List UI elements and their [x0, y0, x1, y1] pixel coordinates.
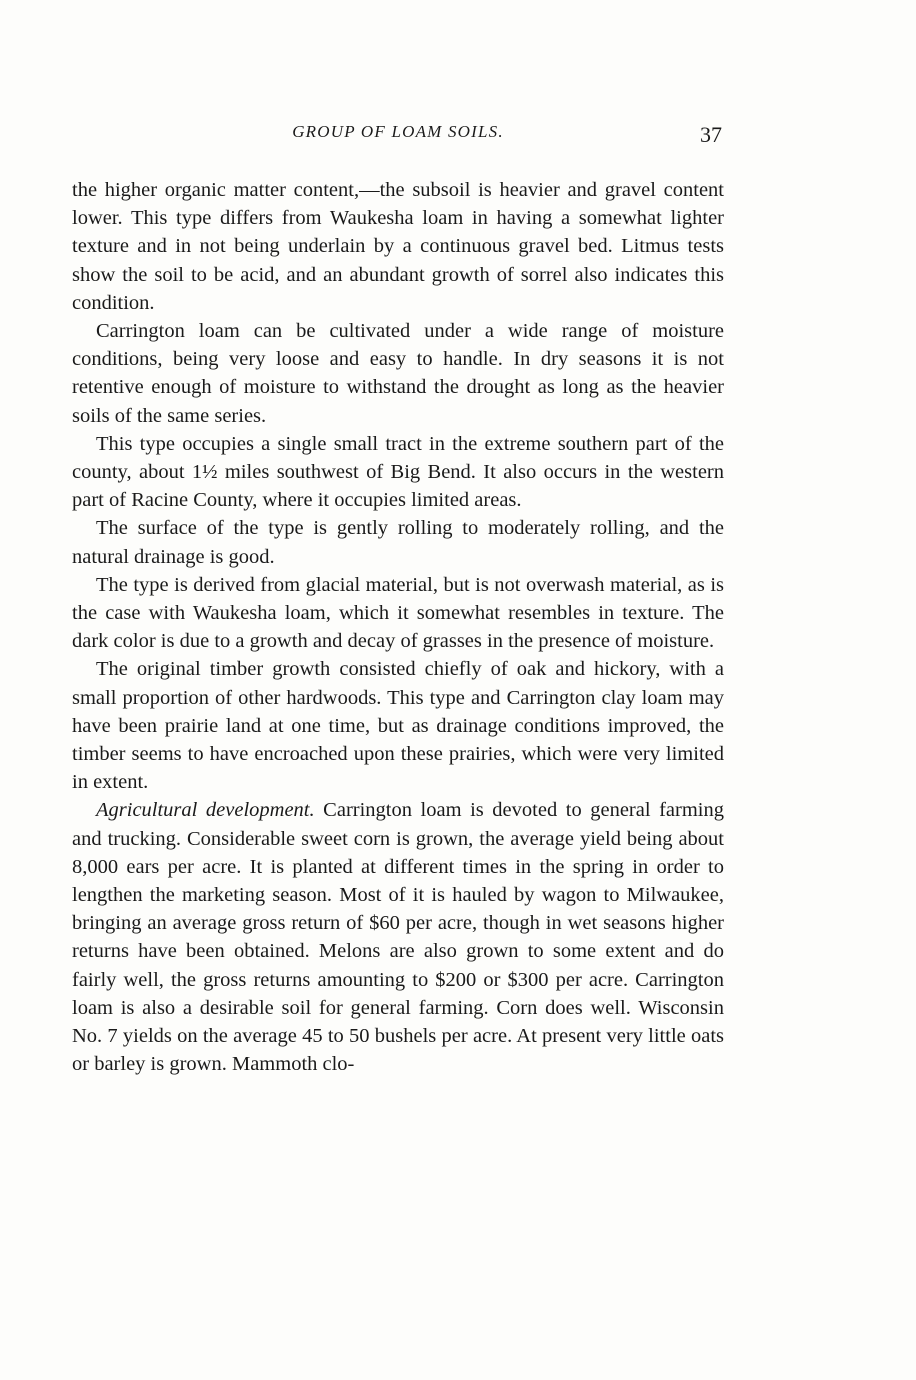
running-head	[70, 122, 726, 152]
paragraph-timber: The original timber growth consisted chiefly of oak and hickory, with a small proportion of other hardwoods. This type and Carrington clay loam may have been prairie land at one time, but as drainage conditions improved, the timber seems to have encroached upon these prairies, which were very limited in extent.	[72, 658, 724, 794]
paragraph-origin: The type is derived from glacial material, but is not overwash material, as is the case with Waukesha loam, which it somewhat resembles in texture. The dark color is due to a growth and decay of grasses in the presence of moisture.	[72, 573, 724, 653]
paragraph-agricultural-development	[72, 796, 724, 1078]
paragraph-continuation: the higher organic matter content,—the subsoil is heavier and gravel content lower. This type differs from Waukesha loam in having a somewhat lighter texture and in not being underlain by a continuous gravel bed. Litmus tests show the soil to be acid, and an abundant growth of sorrel also indicates this condition.	[72, 179, 724, 314]
section-lead: Agricultural development.	[96, 799, 315, 822]
paragraph-surface: The surface of the type is gently rolling to moderately rolling, and the natural drainage is good.	[72, 517, 724, 568]
paragraph-agricultural-text: Carrington loam is devoted to general farming and trucking. Considerable sweet corn is grown, the average yield being about 8,000 ears per acre. It is planted at different times in the spring in order to lengthen the marketing season. Most of it is hauled by wagon to Milwaukee, bringing an average gross return of $60 per acre, though in wet seasons higher returns have been obtained. Melons are also grown to some extent and do fairly well, the gross returns amounting to $200 or $300 per acre. Carrington loam is also a desirable soil for general farming. Corn does well. Wisconsin No. 7 yields on the average 45 to 50 bushels per acre. At present very little oats or barley is grown. Mammoth clo-	[72, 799, 724, 1076]
paragraph-cultivation: Carrington loam can be cultivated under a wide range of moisture conditions, being very loose and easy to handle. In dry seasons it is not retentive enough of moisture to withstand the drought as long as the heavier soils of the same series.	[72, 320, 724, 427]
body-text	[72, 176, 724, 1079]
running-title: GROUP OF LOAM SOILS.	[292, 122, 504, 141]
page-number: 37	[700, 122, 722, 147]
paragraph-location: This type occupies a single small tract in the extreme southern part of the county, about 1½ miles southwest of Big Bend. It also occurs in the western part of Racine County, where it occupies limited areas.	[72, 432, 724, 512]
